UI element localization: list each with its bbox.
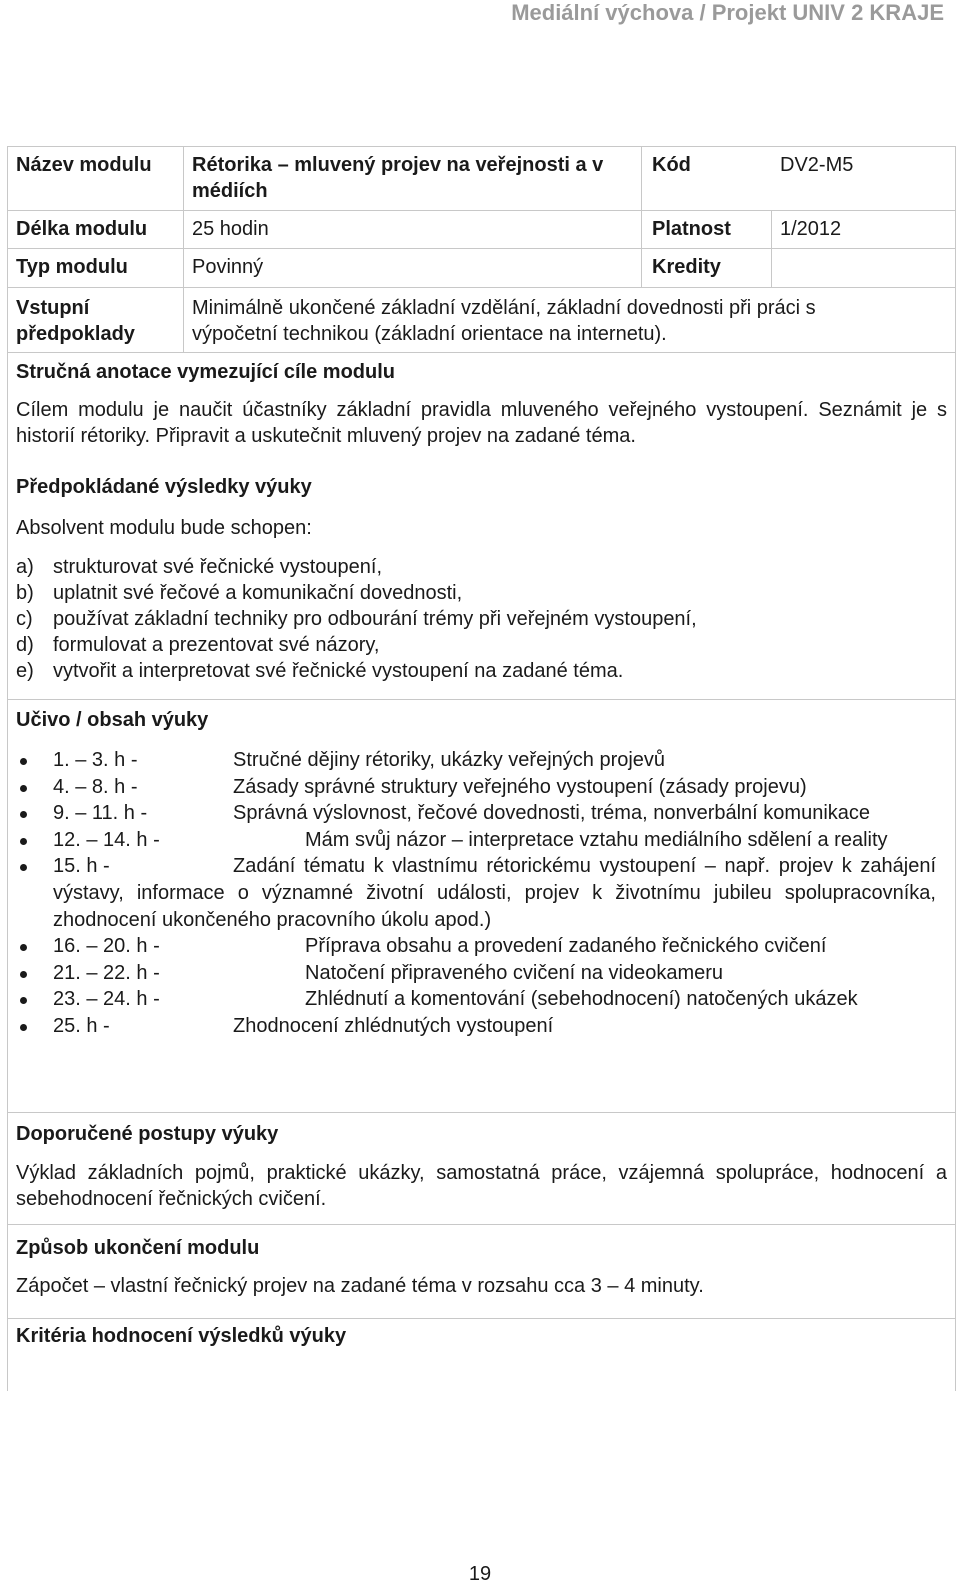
bullet-icon [20, 1024, 27, 1031]
methods-text: Výklad základních pojmů, praktické ukázky, samostatná práce, vzájemná spolupráce, hodnocení a sebehodnocení řečnických cvičení. [16, 1162, 947, 1210]
section-divider [8, 1224, 955, 1225]
module-validity-value: 1/2012 [780, 218, 842, 240]
content-heading: Učivo / obsah výuky [16, 709, 209, 731]
list-item: 23. – 24. h - Zhlédnutí a komentování (sebehodnocení) natočených ukázek [16, 986, 936, 1013]
table-border [8, 248, 955, 249]
bullet-icon [20, 785, 27, 792]
module-type-value: Povinný [192, 256, 264, 278]
module-length-label: Délka modulu [16, 218, 148, 240]
section-divider [8, 1318, 955, 1319]
list-item: 4. – 8. h - Zásady správné struktury veřejného vystoupení (zásady projevu) [16, 774, 936, 801]
criteria-heading: Kritéria hodnocení výsledků výuky [16, 1325, 347, 1347]
table-border [641, 146, 642, 287]
bullet-icon [20, 864, 27, 871]
section-divider [8, 699, 955, 700]
prerequisites-value: Minimálně ukončené základní vzdělání, základní dovednosti při práci s výpočetní technikou (základní orientace na internetu). [192, 297, 816, 345]
list-item: 9. – 11. h - Správná výslovnost, řečové dovednosti, tréma, nonverbální komunikace [16, 800, 936, 827]
table-border [8, 352, 955, 353]
table-border [8, 287, 955, 288]
page-header-title: Mediální výchova / Projekt UNIV 2 KRAJE [511, 0, 944, 25]
prerequisites-label: Vstupní předpoklady [16, 297, 135, 345]
annotation-heading: Stručná anotace vymezující cíle modulu [16, 361, 396, 383]
section-divider [8, 1112, 955, 1113]
table-border [183, 146, 184, 352]
module-credits-label: Kredity [652, 256, 721, 278]
list-item: a) strukturovat své řečnické vystoupení, [16, 556, 383, 578]
module-name-value: Rétorika – mluvený projev na veřejnosti a v médiích [192, 154, 604, 202]
list-item: 16. – 20. h - Příprava obsahu a provedení zadaného řečnického cvičení [16, 933, 936, 960]
table-border [771, 210, 772, 287]
outcomes-list [16, 554, 697, 684]
list-item: 25. h - Zhodnocení zhlédnutých vystoupení [16, 1013, 936, 1040]
bullet-icon [20, 838, 27, 845]
content-list [16, 747, 936, 1040]
bullet-icon [20, 811, 27, 818]
list-item: c) používat základní techniky pro odbourání trémy při veřejném vystoupení, [16, 608, 697, 630]
module-type-label: Typ modulu [16, 256, 128, 278]
list-item: d) formulovat a prezentovat své názory, [16, 634, 380, 656]
bullet-icon [20, 997, 27, 1004]
table-border [8, 146, 955, 147]
module-length-value: 25 hodin [192, 218, 269, 240]
list-item: 21. – 22. h - Natočení připraveného cvičení na videokameru [16, 960, 936, 987]
outcomes-heading: Předpokládané výsledky výuky [16, 476, 312, 498]
completion-heading: Způsob ukončení modulu [16, 1237, 260, 1259]
completion-text: Zápočet – vlastní řečnický projev na zadané téma v rozsahu cca 3 – 4 minuty. [16, 1275, 704, 1297]
module-document [7, 146, 956, 1391]
methods-heading: Doporučené postupy výuky [16, 1123, 279, 1145]
bullet-icon [20, 944, 27, 951]
list-item: e) vytvořit a interpretovat své řečnické vystoupení na zadané téma. [16, 660, 624, 682]
bullet-icon [20, 758, 27, 765]
table-border [8, 210, 955, 211]
module-name-label: Název modulu [16, 154, 152, 176]
list-item: 12. – 14. h - Mám svůj názor – interpretace vztahu mediálního sdělení a reality [16, 827, 936, 854]
list-item: 15. h - Zadání tématu k vlastnímu rétorickému vystoupení – např. projev k zahájení výstavy, informace o významné životní události, projev k životnímu jubileu spolupracovníka, zhodnocení ukončeného pracovního úkolu apod.) [16, 853, 936, 933]
list-item: b) uplatnit své řečové a komunikační dovednosti, [16, 582, 463, 604]
annotation-text: Cílem modulu je naučit účastníky základní pravidla mluveného veřejného vystoupení. Seznámit je s historií rétoriky. Připravit a uskutečnit mluvený projev na zadané téma. [16, 399, 947, 447]
module-validity-label: Platnost [652, 218, 731, 240]
page-number: 19 [468, 1563, 492, 1585]
outcomes-intro: Absolvent modulu bude schopen: [16, 517, 312, 539]
module-code-value: DV2-M5 [780, 154, 854, 176]
module-code-label: Kód [652, 154, 691, 176]
list-item: 1. – 3. h - Stručné dějiny rétoriky, ukázky veřejných projevů [16, 747, 936, 774]
bullet-icon [20, 971, 27, 978]
